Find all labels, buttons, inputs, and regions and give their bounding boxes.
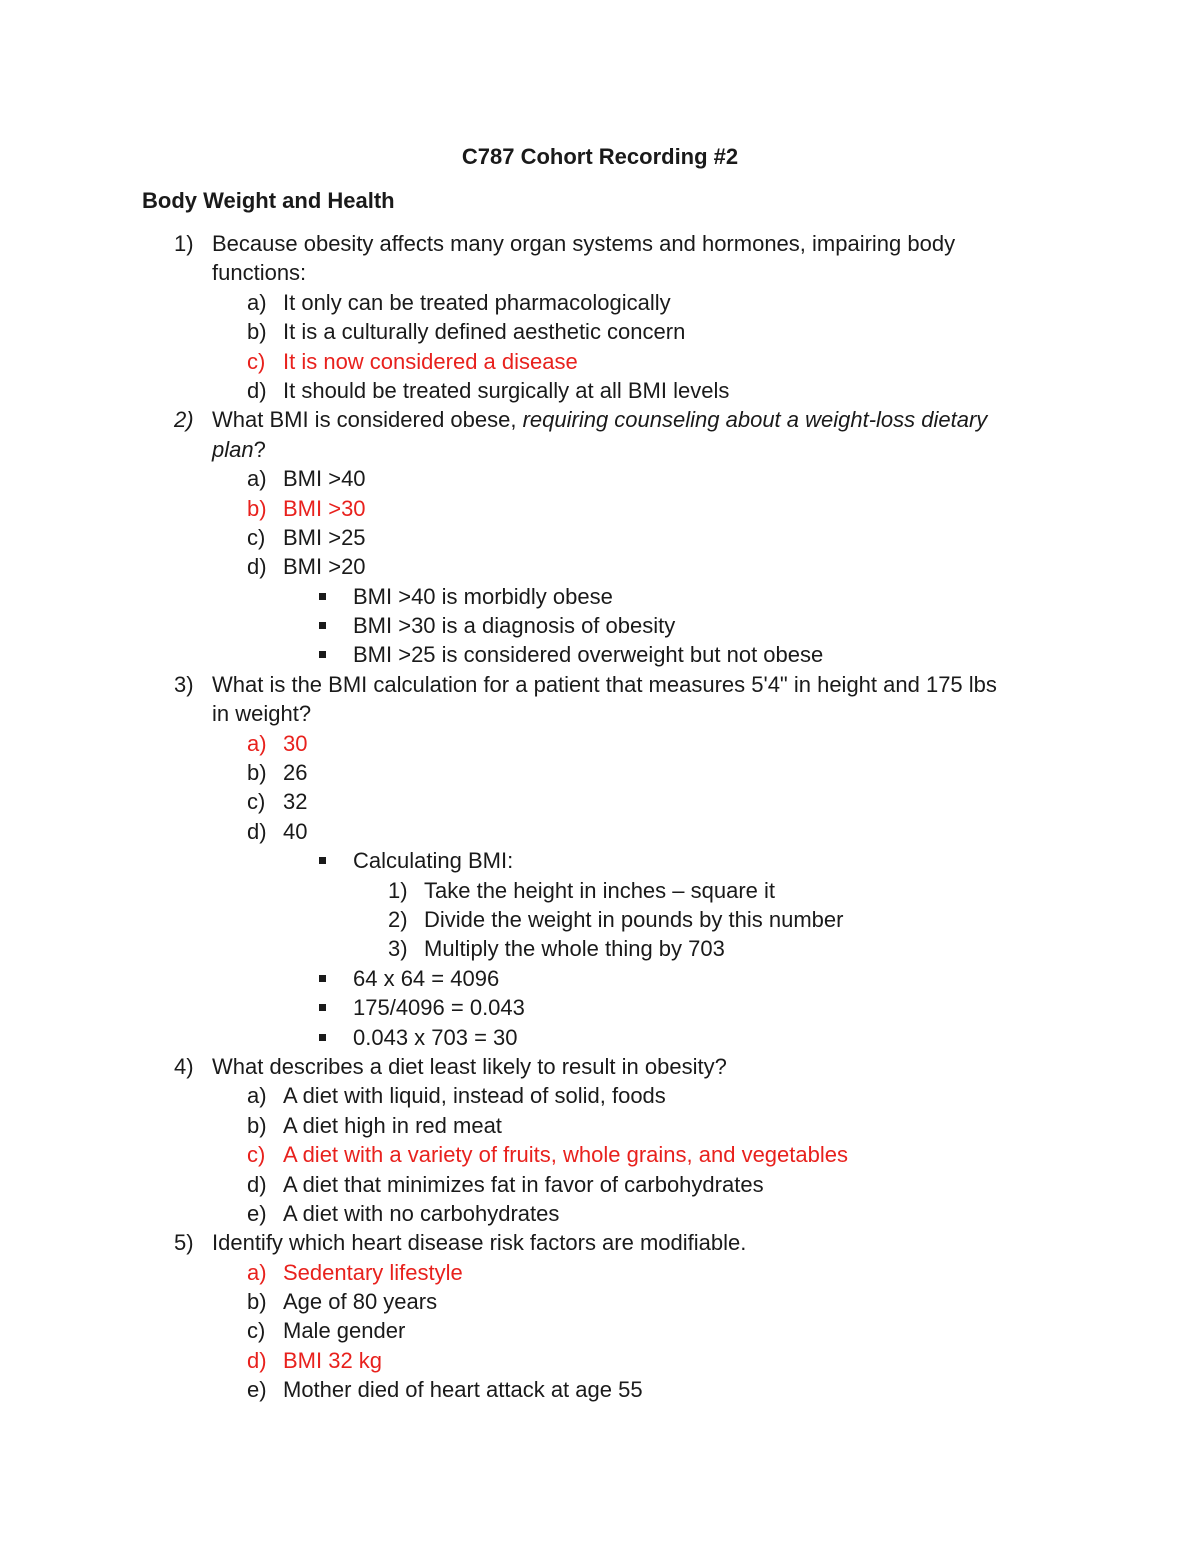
question-stem <box>0 1052 1200 1081</box>
question-text: Identify which heart disease risk factors are modifiable. <box>212 1230 747 1256</box>
option-letter: c) <box>247 1318 266 1344</box>
option-text: A diet with a variety of fruits, whole grains, and vegetables <box>283 1142 848 1168</box>
answer-option <box>0 1287 1200 1316</box>
option-text: 30 <box>283 730 308 756</box>
option-text: It is a culturally defined aesthetic concern <box>283 319 686 345</box>
question-text: Because obesity affects many organ systems and hormones, impairing body <box>212 231 956 256</box>
step-number: 3) <box>388 936 408 962</box>
note-text: Calculating BMI: <box>353 848 514 874</box>
option-letter: b) <box>247 760 267 786</box>
option-letter: d) <box>247 377 267 403</box>
answer-option-correct <box>0 1346 1200 1375</box>
option-text: A diet with liquid, instead of solid, foods <box>283 1083 666 1109</box>
option-letter: a) <box>247 1083 267 1109</box>
answer-option <box>0 1170 1200 1199</box>
square-bullet-icon <box>319 1004 326 1011</box>
question-text <box>212 405 987 434</box>
option-text: BMI >25 <box>283 524 366 550</box>
section-heading: Body Weight and Health <box>142 188 395 213</box>
option-text: It only can be treated pharmacologically <box>283 289 671 315</box>
option-letter: b) <box>247 319 267 345</box>
question-text-italic: plan <box>212 436 254 462</box>
bullet-note <box>0 611 1200 640</box>
answer-option <box>0 1199 1200 1228</box>
question-number: 2) <box>174 407 194 433</box>
option-letter: a) <box>247 466 267 492</box>
option-text: A diet high in red meat <box>283 1112 502 1138</box>
answer-option <box>0 288 1200 317</box>
option-text: 26 <box>283 760 308 786</box>
option-letter: e) <box>247 1200 267 1226</box>
answer-option <box>0 787 1200 816</box>
question-number: 3) <box>174 671 194 697</box>
answer-option-correct <box>0 729 1200 758</box>
answer-option <box>0 758 1200 787</box>
option-text: BMI >20 <box>283 554 366 580</box>
option-letter: d) <box>247 1347 267 1373</box>
calc-step <box>0 905 1200 934</box>
question-list <box>0 229 1200 1405</box>
option-letter: b) <box>247 495 267 521</box>
step-text: Multiply the whole thing by 703 <box>424 936 725 962</box>
option-text: A diet with no carbohydrates <box>283 1200 560 1226</box>
option-letter: c) <box>247 1142 266 1168</box>
step-text: Divide the weight in pounds by this number <box>424 906 844 932</box>
option-letter: a) <box>247 730 267 756</box>
question-text-plain: ? <box>253 436 266 462</box>
note-text: BMI >40 is morbidly obese <box>353 583 613 609</box>
calc-step <box>0 876 1200 905</box>
option-text: 40 <box>283 818 308 844</box>
question-stem-continued <box>0 258 1200 287</box>
step-number: 1) <box>388 877 408 903</box>
bullet-note <box>0 1023 1200 1052</box>
question-text <box>212 435 266 464</box>
answer-option-correct <box>0 494 1200 523</box>
bullet-note <box>0 640 1200 669</box>
bullet-note <box>0 846 1200 875</box>
note-text: 64 x 64 = 4096 <box>353 965 500 991</box>
answer-option <box>0 1081 1200 1110</box>
option-letter: d) <box>247 554 267 580</box>
note-text: 0.043 x 703 = 30 <box>353 1024 518 1050</box>
answer-option-correct <box>0 1258 1200 1287</box>
note-text: BMI >25 is considered overweight but not obese <box>353 642 824 668</box>
note-text: 175/4096 = 0.043 <box>353 995 525 1021</box>
question-text: What is the BMI calculation for a patient that measures 5'4" in height and 175 lbs <box>212 671 997 697</box>
answer-option <box>0 464 1200 493</box>
question-stem <box>0 670 1200 699</box>
square-bullet-icon <box>319 651 326 658</box>
answer-option <box>0 523 1200 552</box>
question-stem <box>0 405 1200 434</box>
square-bullet-icon <box>319 1034 326 1041</box>
question-stem <box>0 229 1200 258</box>
note-text: BMI >30 is a diagnosis of obesity <box>353 613 676 639</box>
option-text: Male gender <box>283 1318 406 1344</box>
bullet-note <box>0 582 1200 611</box>
question-text-italic: requiring counseling about a weight-loss dietary <box>522 407 988 433</box>
answer-option <box>0 817 1200 846</box>
option-text: BMI 32 kg <box>283 1347 383 1373</box>
option-text: A diet that minimizes fat in favor of carbohydrates <box>283 1171 764 1197</box>
option-letter: a) <box>247 289 267 315</box>
question-number: 1) <box>174 231 194 256</box>
step-text: Take the height in inches – square it <box>424 877 776 903</box>
option-text: Sedentary lifestyle <box>283 1259 463 1285</box>
bullet-note <box>0 993 1200 1022</box>
option-text: 32 <box>283 789 308 815</box>
answer-option <box>0 1375 1200 1404</box>
square-bullet-icon <box>319 857 326 864</box>
question-stem-continued <box>0 699 1200 728</box>
answer-option <box>0 317 1200 346</box>
square-bullet-icon <box>319 975 326 982</box>
square-bullet-icon <box>319 593 326 600</box>
square-bullet-icon <box>319 622 326 629</box>
answer-option <box>0 1111 1200 1140</box>
option-text: It is now considered a disease <box>283 348 578 374</box>
document-title: C787 Cohort Recording #2 <box>461 144 739 169</box>
option-letter: d) <box>247 1171 267 1197</box>
calc-step <box>0 934 1200 963</box>
option-text: Mother died of heart attack at age 55 <box>283 1377 643 1403</box>
option-letter: d) <box>247 818 267 844</box>
answer-option <box>0 552 1200 581</box>
option-text: BMI >40 <box>283 466 366 492</box>
option-letter: c) <box>247 524 266 550</box>
option-text: BMI >30 <box>283 495 366 521</box>
question-text-plain: What BMI is considered obese, <box>212 407 523 433</box>
option-text: It should be treated surgically at all BMI levels <box>283 377 730 403</box>
question-stem <box>0 1228 1200 1257</box>
option-letter: a) <box>247 1259 267 1285</box>
option-letter: b) <box>247 1112 267 1138</box>
option-letter: c) <box>247 348 266 374</box>
option-text: Age of 80 years <box>283 1289 438 1315</box>
question-text: functions: <box>212 260 307 286</box>
question-stem-continued <box>0 435 1200 464</box>
option-letter: e) <box>247 1377 267 1403</box>
answer-option <box>0 1316 1200 1345</box>
answer-option-correct <box>0 347 1200 376</box>
answer-option <box>0 376 1200 405</box>
question-number: 5) <box>174 1230 194 1256</box>
question-text: What describes a diet least likely to result in obesity? <box>212 1053 727 1079</box>
question-text: in weight? <box>212 701 312 727</box>
answer-option-correct <box>0 1140 1200 1169</box>
option-letter: b) <box>247 1289 267 1315</box>
option-letter: c) <box>247 789 266 815</box>
step-number: 2) <box>388 906 408 932</box>
question-number: 4) <box>174 1053 194 1079</box>
bullet-note <box>0 964 1200 993</box>
